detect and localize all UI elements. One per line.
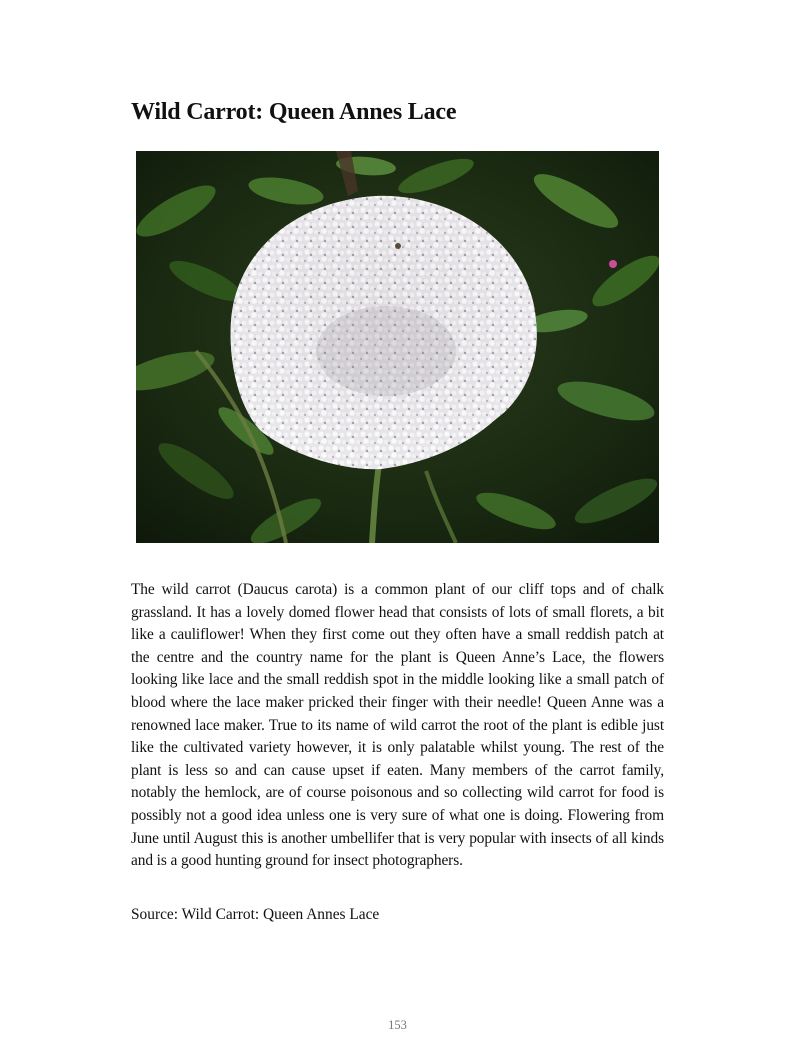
body-paragraph: The wild carrot (Daucus carota) is a common plant of our cliff tops and of chalk grassland. It has a lovely domed flower head that consists of lots of small florets, a bit like a cauliflower! When they first come out they often have a small reddish patch at the centre and the country name for the plant is Queen Anne’s Lace, the flowers looking like lace and the small reddish spot in the middle looking like a small patch of blood where the lace maker pricked their finger with their needle! Queen Anne was a renowned lace maker. True to its name of wild carrot the root of the plant is edible just like the cultivated variety however, it is only palatable whilst young. The rest of the plant is less so and can cause upset if eaten. Many members of the carrot family, notably the hemlock, are of course poisonous and so collecting wild carrot for food is possibly not a good idea unless one is very sure of what one is doing. Flowering from June until August this is another umbellifer that is very popular with insects of all kinds and is a good hunting ground for insect photographers.: [131, 581, 664, 870]
page-number: 153: [388, 1018, 407, 1032]
flower-photo-illustration: [136, 151, 659, 543]
wild-carrot-photo: [136, 151, 659, 543]
page-title: Wild Carrot: Queen Annes Lace: [131, 99, 457, 125]
source-citation: Source: Wild Carrot: Queen Annes Lace: [131, 906, 380, 923]
